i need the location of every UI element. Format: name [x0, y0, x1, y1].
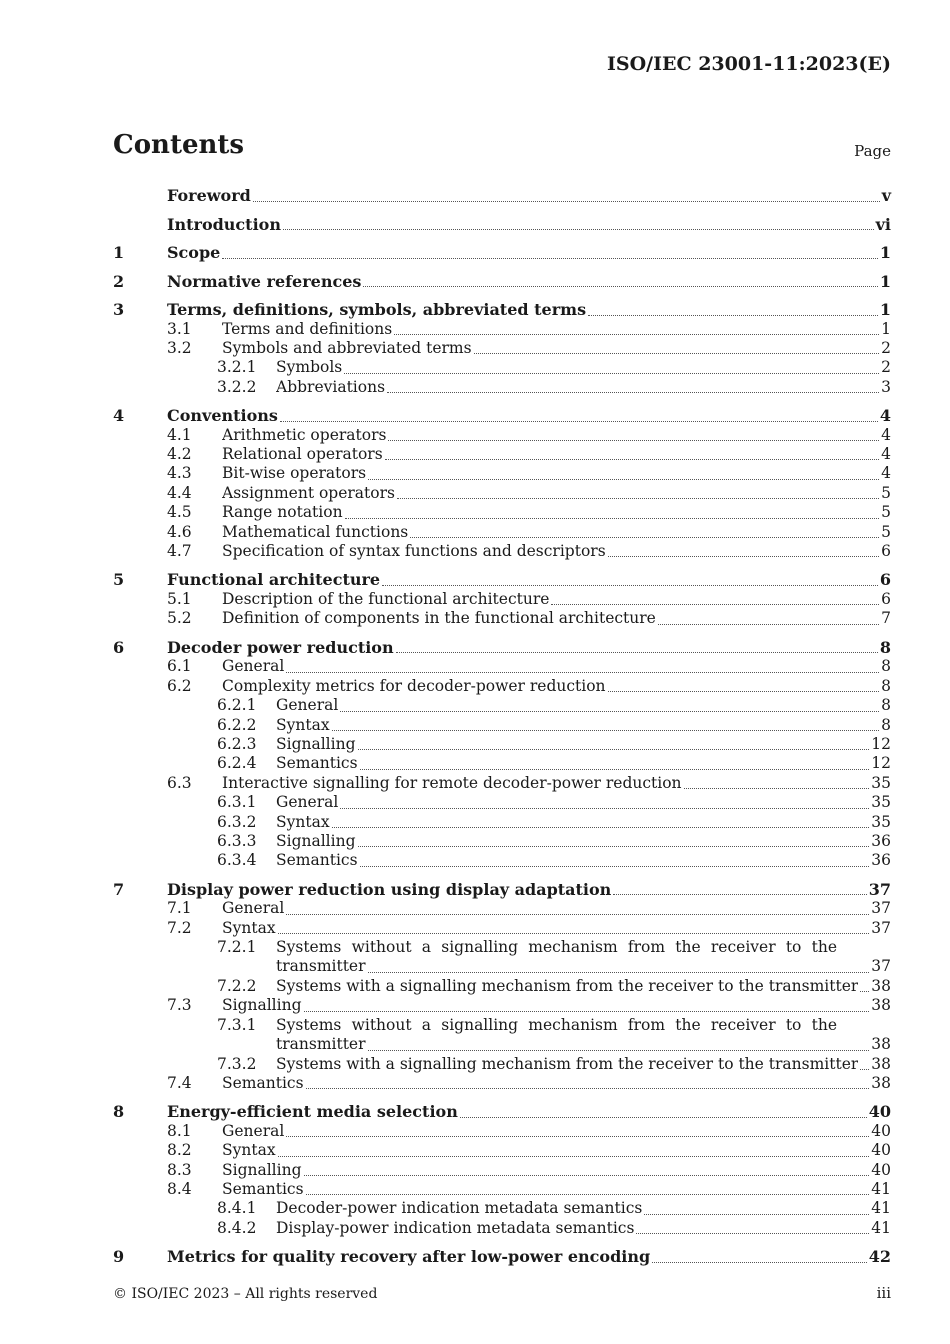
toc-entry-page: 1 [879, 243, 891, 262]
toc-entry[interactable] [113, 464, 891, 483]
toc-entry[interactable] [113, 657, 891, 676]
toc-entry-number: 3.2 [167, 338, 192, 357]
dot-leader [344, 373, 879, 374]
toc-entry-number: 9 [113, 1247, 125, 1267]
toc-entry-title: Semantics [276, 851, 358, 870]
toc-entry[interactable] [113, 1074, 891, 1093]
toc-entry-number: 3 [113, 300, 125, 319]
dot-leader [283, 229, 874, 230]
toc-entry-title: Range notation [222, 503, 343, 522]
dot-leader [368, 972, 870, 973]
toc-entry-title: Mathematical functions [222, 522, 409, 541]
toc-entry[interactable] [113, 1180, 891, 1199]
toc-entry-page: 1 [881, 319, 891, 338]
toc-entry-title: Display power reduction using display adaptation [167, 879, 612, 899]
toc-entry-title: Signalling [276, 734, 356, 753]
toc-entry-number: 4.3 [167, 464, 192, 483]
toc-entry-number: 7.4 [167, 1073, 192, 1092]
toc-entry[interactable] [113, 793, 891, 812]
dot-leader [358, 846, 870, 847]
toc-entry-title: Energy-efficient media selection [167, 1102, 458, 1122]
toc-entry-title: Syntax [222, 918, 276, 937]
dot-leader [368, 479, 879, 480]
toc-entry-number: 7.1 [167, 899, 192, 918]
toc-entry-page: 4 [881, 425, 891, 444]
toc-entry-page: 40 [871, 1141, 891, 1160]
dot-leader [474, 353, 880, 354]
toc-entry-number: 1 [113, 243, 125, 262]
document-id: ISO/IEC 23001-11:2023(E) [607, 53, 891, 75]
toc-entry-page: 5 [881, 522, 891, 541]
toc-entry[interactable] [113, 899, 891, 918]
toc-entry-title: Systems without a signalling mechanism from the receiver to the [276, 938, 837, 957]
toc-entry-title: Display-power indication metadata semantics [276, 1218, 635, 1237]
toc-entry-number: 8.4 [167, 1180, 192, 1199]
toc-entry-number: 6.2 [167, 676, 192, 695]
toc-entry[interactable] [113, 484, 891, 503]
toc-entry-number: 3.2.2 [217, 377, 257, 396]
toc-entry-page: 41 [871, 1218, 891, 1237]
dot-leader [306, 1088, 870, 1089]
toc-entry-number: 3.2.1 [217, 358, 257, 377]
dot-leader [588, 315, 878, 316]
toc-entry-number: 7.3.2 [217, 1054, 257, 1073]
toc-entry[interactable] [113, 570, 891, 590]
toc-entry[interactable] [113, 186, 891, 206]
toc-entry-number: 7.2.1 [217, 938, 257, 957]
toc-entry-page: 40 [868, 1102, 891, 1122]
toc-entry-page: 4 [879, 406, 891, 426]
toc-entry-title: General [276, 696, 339, 715]
toc-entry-number: 6.2.4 [217, 754, 257, 773]
toc-entry-page: 37 [871, 899, 891, 918]
toc-entry-page: v [881, 186, 891, 205]
toc-entry[interactable] [113, 272, 891, 292]
toc-entry-page: 12 [871, 754, 891, 773]
dot-leader [608, 691, 880, 692]
toc-entry-page: 35 [871, 812, 891, 831]
toc-entry[interactable] [113, 445, 891, 464]
toc-entry[interactable] [113, 1016, 891, 1035]
toc-entry-title: Description of the functional architecture [222, 589, 550, 608]
toc-entry-title: Normative references [167, 271, 362, 291]
dot-leader [388, 440, 879, 441]
toc-entry-number: 4.5 [167, 503, 192, 522]
toc-entry[interactable] [113, 919, 891, 938]
toc-entry[interactable] [113, 938, 891, 957]
toc-entry-title: Terms and definitions [222, 319, 393, 338]
toc-entry-page: 35 [871, 773, 891, 792]
toc-entry-page: 36 [871, 851, 891, 870]
toc-entry-page: 8 [881, 696, 891, 715]
dot-leader [332, 730, 880, 731]
toc-entry[interactable] [113, 716, 891, 735]
toc-entry-number: 5.2 [167, 609, 192, 628]
toc-entry-page: 5 [881, 503, 891, 522]
dot-leader [222, 258, 878, 259]
toc-entry[interactable] [113, 1122, 891, 1141]
toc-entry-title: Specification of syntax functions and descriptors [222, 542, 606, 561]
toc-entry[interactable] [113, 1102, 891, 1122]
dot-leader [397, 498, 879, 499]
dot-leader [613, 894, 866, 895]
toc-entry[interactable] [113, 957, 891, 976]
toc-entry-number: 6.2.2 [217, 715, 257, 734]
dot-leader [340, 711, 879, 712]
toc-entry[interactable] [113, 1219, 891, 1238]
toc-entry-number: 4.7 [167, 542, 192, 561]
toc-entry-title: transmitter [276, 1035, 366, 1054]
toc-entry-number: 5.1 [167, 589, 192, 608]
toc-entry-number: 8.4.1 [217, 1199, 257, 1218]
toc-entry[interactable] [113, 677, 891, 696]
dot-leader [304, 1175, 870, 1176]
toc-entry-page: 1 [879, 300, 891, 319]
toc-entry[interactable] [113, 426, 891, 445]
toc-entry-page: 40 [871, 1160, 891, 1179]
page-column-label: Page [854, 142, 891, 160]
dot-leader [253, 201, 880, 202]
toc-entry-page: 1 [879, 271, 891, 291]
dot-leader [860, 1069, 869, 1070]
toc-entry-title: Definition of components in the functional architecture [222, 609, 656, 628]
toc-entry-number: 6 [113, 637, 125, 657]
toc-entry-page: 37 [871, 918, 891, 937]
toc-entry[interactable] [113, 523, 891, 542]
dot-leader [278, 1156, 870, 1157]
toc-entry[interactable] [113, 339, 891, 358]
table-of-contents [113, 182, 891, 1267]
dot-leader [280, 421, 878, 422]
toc-entry-title: Functional architecture [167, 570, 381, 590]
toc-entry[interactable] [113, 696, 891, 715]
dot-leader [286, 914, 869, 915]
toc-entry-title: Abbreviations [276, 377, 386, 396]
toc-entry-page: 36 [871, 831, 891, 850]
dot-leader [360, 866, 870, 867]
toc-entry-number: 4.6 [167, 522, 192, 541]
toc-entry-number: 8.4.2 [217, 1218, 257, 1237]
toc-entry-number: 2 [113, 271, 125, 291]
toc-entry-page: 38 [871, 976, 891, 995]
toc-entry-page: 38 [871, 1035, 891, 1054]
dot-leader [345, 518, 880, 519]
toc-entry-number: 8.3 [167, 1160, 192, 1179]
toc-entry-title: Conventions [167, 406, 278, 426]
toc-entry-page: 8 [881, 676, 891, 695]
toc-entry-title: Syntax [222, 1141, 276, 1160]
toc-entry-page: 6 [881, 542, 891, 561]
toc-entry-title: transmitter [276, 957, 366, 976]
contents-heading: Contents [113, 130, 245, 160]
toc-entry[interactable] [113, 1247, 891, 1267]
toc-entry-page: 40 [871, 1121, 891, 1140]
toc-entry-title: Symbols [276, 358, 343, 377]
toc-entry[interactable] [113, 754, 891, 773]
toc-entry-page: 35 [871, 793, 891, 812]
toc-entry-title: Signalling [276, 831, 356, 850]
dot-leader [340, 808, 869, 809]
toc-entry-page: 37 [871, 957, 891, 976]
dot-leader [394, 334, 879, 335]
dot-leader [368, 1050, 870, 1051]
dot-leader [658, 624, 879, 625]
dot-leader [684, 788, 870, 789]
toc-entry-title: Decoder power reduction [167, 637, 394, 657]
toc-entry[interactable] [113, 503, 891, 522]
toc-entry-page: 38 [871, 1073, 891, 1092]
dot-leader [360, 769, 870, 770]
toc-entry[interactable] [113, 813, 891, 832]
toc-entry-page: 12 [871, 734, 891, 753]
dot-leader [460, 1117, 867, 1118]
toc-entry[interactable] [113, 320, 891, 339]
toc-entry-page: 8 [879, 637, 891, 657]
toc-entry-title: General [222, 899, 285, 918]
toc-entry[interactable] [113, 243, 891, 263]
toc-entry[interactable] [113, 977, 891, 996]
toc-entry-title: Relational operators [222, 445, 383, 464]
toc-entry-number: 8.2 [167, 1141, 192, 1160]
toc-entry[interactable] [113, 215, 891, 235]
toc-entry[interactable] [113, 851, 891, 870]
toc-entry-number: 7.2 [167, 918, 192, 937]
toc-entry-title: Foreword [167, 186, 251, 205]
dot-leader [608, 556, 879, 557]
toc-entry-number: 3.1 [167, 319, 192, 338]
toc-entry-number: 6.3.3 [217, 831, 257, 850]
dot-leader [306, 1194, 870, 1195]
toc-entry-title: General [276, 793, 339, 812]
toc-entry-number: 6.2.1 [217, 696, 257, 715]
dot-leader [332, 827, 870, 828]
toc-entry[interactable] [113, 590, 891, 609]
toc-entry-title: Complexity metrics for decoder-power reduction [222, 676, 606, 695]
dot-leader [385, 459, 879, 460]
dot-leader [278, 933, 870, 934]
toc-entry-title: Metrics for quality recovery after low-power encoding [167, 1247, 651, 1267]
toc-entry[interactable] [113, 378, 891, 397]
toc-entry-number: 8 [113, 1102, 125, 1122]
toc-entry-title: Terms, definitions, symbols, abbreviated terms [167, 300, 587, 319]
toc-entry-number: 4.2 [167, 445, 192, 464]
toc-entry[interactable] [113, 1035, 891, 1054]
toc-entry-number: 6.3 [167, 773, 192, 792]
toc-entry-page: 41 [871, 1180, 891, 1199]
toc-entry[interactable] [113, 609, 891, 628]
toc-entry[interactable] [113, 735, 891, 754]
toc-entry-page: 7 [881, 609, 891, 628]
dot-leader [363, 286, 877, 287]
toc-entry-title: Syntax [276, 812, 330, 831]
dot-leader [636, 1233, 869, 1234]
toc-entry-title: Arithmetic operators [222, 425, 387, 444]
toc-entry[interactable] [113, 996, 891, 1015]
toc-entry[interactable] [113, 880, 891, 900]
dot-leader [358, 749, 870, 750]
toc-entry-title: Systems without a signalling mechanism from the receiver to the [276, 1015, 837, 1034]
toc-entry-page: 2 [881, 358, 891, 377]
toc-entry[interactable] [113, 358, 891, 377]
toc-entry[interactable] [113, 1199, 891, 1218]
toc-entry-number: 6.3.4 [217, 851, 257, 870]
toc-entry-number: 6.3.2 [217, 812, 257, 831]
footer-copyright: © ISO/IEC 2023 – All rights reserved [113, 1286, 378, 1302]
toc-entry-title: Decoder-power indication metadata semantics [276, 1199, 643, 1218]
toc-entry-page: 8 [881, 657, 891, 676]
toc-entry-page: 42 [868, 1247, 891, 1267]
toc-entry-number: 6.3.1 [217, 793, 257, 812]
toc-entry-title: Syntax [276, 715, 330, 734]
toc-entry-title: Scope [167, 243, 221, 262]
dot-leader [551, 604, 879, 605]
toc-entry-page: 8 [881, 715, 891, 734]
toc-entry-number: 4.4 [167, 483, 192, 502]
toc-entry-page: 4 [881, 464, 891, 483]
toc-entry-title: Semantics [222, 1073, 304, 1092]
toc-entry-page: 38 [871, 996, 891, 1015]
toc-entry-page: 41 [871, 1199, 891, 1218]
toc-entry[interactable] [113, 1161, 891, 1180]
dot-leader [387, 392, 879, 393]
toc-entry-page: 5 [881, 483, 891, 502]
dot-leader [644, 1214, 869, 1215]
toc-entry-title: Introduction [167, 214, 281, 234]
toc-entry-page: 4 [881, 445, 891, 464]
dot-leader [382, 585, 878, 586]
toc-entry-title: General [222, 1121, 285, 1140]
toc-entry-page: 2 [881, 338, 891, 357]
toc-entry[interactable] [113, 774, 891, 793]
toc-entry-page: 6 [879, 570, 891, 590]
toc-entry-title: Semantics [222, 1180, 304, 1199]
toc-entry-title: Signalling [222, 996, 302, 1015]
toc-entry-number: 7.3 [167, 996, 192, 1015]
dot-leader [396, 652, 878, 653]
toc-entry-title: Systems with a signalling mechanism from the receiver to the transmitter [276, 1054, 859, 1073]
toc-entry-title: Systems with a signalling mechanism from the receiver to the transmitter [276, 976, 859, 995]
dot-leader [304, 1011, 870, 1012]
dot-leader [286, 672, 879, 673]
toc-entry-title: Interactive signalling for remote decoder-power reduction [222, 773, 682, 792]
toc-entry-title: Symbols and abbreviated terms [222, 338, 472, 357]
toc-entry-page: 3 [881, 377, 891, 396]
toc-entry-page: 37 [868, 879, 891, 899]
toc-entry-page: vi [875, 214, 891, 234]
toc-entry[interactable] [113, 1055, 891, 1074]
toc-entry-number: 4.1 [167, 425, 192, 444]
dot-leader [286, 1136, 869, 1137]
toc-entry[interactable] [113, 638, 891, 658]
toc-entry-number: 4 [113, 406, 125, 426]
toc-entry-title: Assignment operators [222, 483, 395, 502]
toc-entry-number: 8.1 [167, 1121, 192, 1140]
dot-leader [410, 537, 879, 538]
toc-entry-title: Signalling [222, 1160, 302, 1179]
toc-entry[interactable] [113, 832, 891, 851]
dot-leader [860, 991, 869, 992]
toc-entry-number: 5 [113, 570, 125, 590]
footer-page-number: iii [876, 1284, 891, 1302]
toc-entry-number: 7 [113, 879, 125, 899]
toc-entry[interactable] [113, 1141, 891, 1160]
dot-leader [652, 1262, 867, 1263]
toc-entry-title: General [222, 657, 285, 676]
toc-entry-title: Semantics [276, 754, 358, 773]
toc-entry-number: 7.3.1 [217, 1015, 257, 1034]
toc-entry[interactable] [113, 406, 891, 426]
toc-entry[interactable] [113, 300, 891, 320]
toc-entry-page: 38 [871, 1054, 891, 1073]
toc-entry[interactable] [113, 542, 891, 561]
toc-entry-number: 6.1 [167, 657, 192, 676]
toc-entry-number: 7.2.2 [217, 976, 257, 995]
toc-entry-title: Bit-wise operators [222, 464, 367, 483]
toc-entry-number: 6.2.3 [217, 734, 257, 753]
toc-entry-page: 6 [881, 589, 891, 608]
